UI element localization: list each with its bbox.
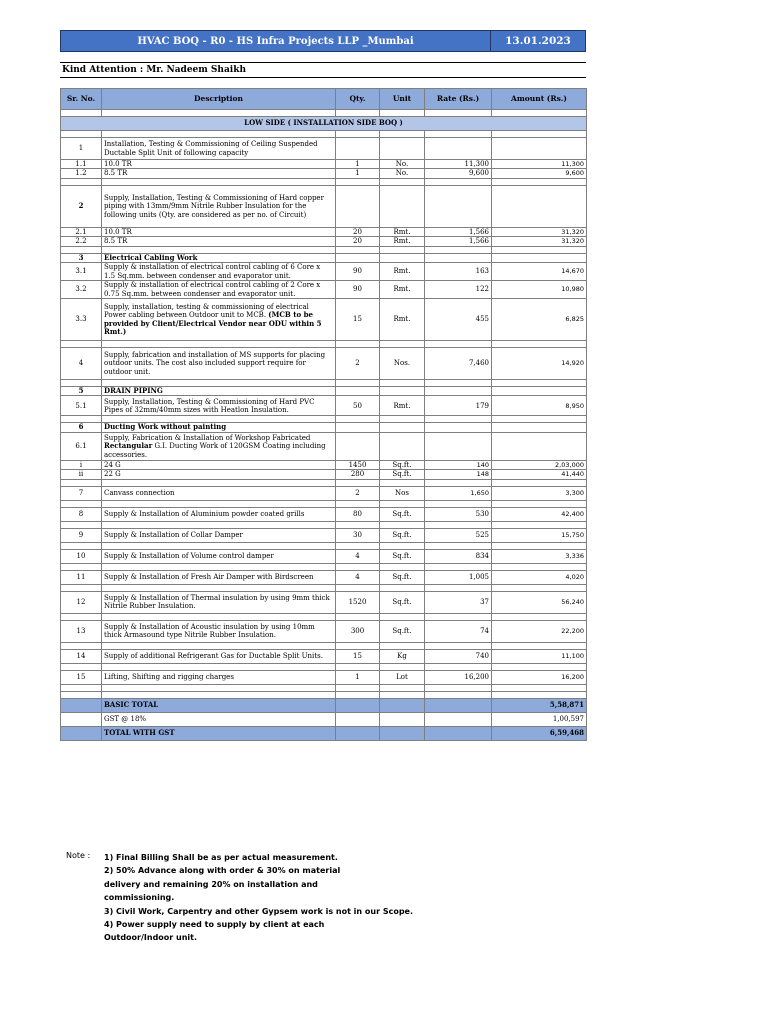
table-header-row [61,89,587,110]
cell-unit: Nos [380,486,425,500]
cell-sr: 2 [61,185,102,227]
table-row [61,423,587,432]
cell-qty: 300 [336,620,380,642]
document-date: 13.01.2023 [491,30,586,52]
cell-sr: 6.1 [61,432,102,460]
note-line: delivery and remaining 20% on installation and [104,879,318,889]
cell-sr: ii [61,470,102,479]
table-row [61,486,587,500]
spacer-row [61,246,587,253]
cell-rate: 11,300 [425,160,492,169]
cell-qty: 4 [336,570,380,584]
grand-total-label: TOTAL WITH GST [102,726,336,740]
cell-qty: 50 [336,396,380,416]
table-row [61,460,587,469]
spacer-row [61,416,587,423]
cell-qty: 15 [336,649,380,663]
basic-total-row [61,698,587,712]
cell-sr: 5.1 [61,396,102,416]
cell-rate: 148 [425,470,492,479]
cell-qty: 2 [336,348,380,380]
description-bold-text: Rectangular [104,441,153,451]
cell-description: Supply & Installation of Aluminium powder coated grills [102,507,336,521]
cell-unit: Lot [380,670,425,684]
description-text: G.I. Ducting Work of 120GSM Coating including accessories. [104,442,326,459]
cell-amount: 6,825 [492,299,587,341]
description-text: Supply, installation, testing & commissioning of electrical Power cabling between Outdoor unit to MCB. [104,302,309,320]
grand-total-value: 6,59,468 [492,726,587,740]
cell-unit: Sq.ft. [380,570,425,584]
cell-sr: 14 [61,649,102,663]
cell-rate: 122 [425,281,492,299]
table-row [61,138,587,160]
cell-description: Supply & installation of electrical control cabling of 2 Core x 0.75 Sq.mm. between condenser and evaporator unit. [102,281,336,299]
table-row [61,227,587,236]
cell-amount: 16,200 [492,670,587,684]
cell-sr: 9 [61,528,102,542]
cell-description: 8.5 TR [102,237,336,246]
cell-qty: 4 [336,549,380,563]
cell-unit: Rmt. [380,227,425,236]
cell-description: Supply & Installation of Acoustic insulation by using 10mm thick Armasound type Nitrile Rubber Insulation. [102,620,336,642]
spacer-row [61,563,587,570]
cell-description: Supply, fabrication and installation of MS supports for placing outdoor units. The cost also included support require for outdoor unit. [102,348,336,380]
cell-description: Supply, Installation, Testing & Commissioning of Hard PVC Pipes of 32mm/40mm sizes with Heatlon Insulation. [102,396,336,416]
cell-unit: Sq.ft. [380,591,425,613]
table-row [61,237,587,246]
table-row [61,396,587,416]
basic-total-value: 5,58,871 [492,698,587,712]
spacer-row [61,613,587,620]
document-title: HVAC BOQ - R0 - HS Infra Projects LLP _Mumbai [60,30,491,52]
spacer-row [61,542,587,549]
cell-rate: 1,650 [425,486,492,500]
cell-qty: 1 [336,670,380,684]
cell-rate: 530 [425,507,492,521]
cell-amount: 3,336 [492,549,587,563]
cell-description: Supply of additional Refrigerant Gas for Ductable Split Units. [102,649,336,663]
cell-description [102,299,336,341]
note-line: Outdoor/Indoor unit. [104,933,198,943]
table-row [61,649,587,663]
cell-amount: 41,440 [492,470,587,479]
cell-description: 10.0 TR [102,160,336,169]
cell-unit: Sq.ft. [380,507,425,521]
cell-amount: 11,300 [492,160,587,169]
table-row [61,570,587,584]
spacer-row [61,131,587,138]
table-row [61,507,587,521]
spacer-row [61,642,587,649]
table-row [61,591,587,613]
cell-amount: 11,100 [492,649,587,663]
grand-total-row [61,726,587,740]
cell-amount: 4,020 [492,570,587,584]
cell-rate: 9,600 [425,169,492,178]
cell-sr: i [61,460,102,469]
cell-rate: 37 [425,591,492,613]
cell-description: Canvass connection [102,486,336,500]
spacer-row [61,500,587,507]
cell-sr: 15 [61,670,102,684]
cell-qty: 20 [336,227,380,236]
col-header-rate: Rate (Rs.) [425,89,492,110]
notes-list [104,851,413,945]
cell-qty: 1450 [336,460,380,469]
cell-unit: Nos. [380,348,425,380]
gst-value: 1,00,597 [492,712,587,726]
cell-unit: Sq.ft. [380,460,425,469]
cell-description: Ducting Work without painting [102,423,336,432]
cell-description: Supply & Installation of Collar Damper [102,528,336,542]
table-row [61,169,587,178]
cell-qty: 280 [336,470,380,479]
section-title: LOW SIDE ( INSTALLATION SIDE BOQ ) [61,117,587,131]
cell-unit: Sq.ft. [380,470,425,479]
spacer-row [61,110,587,117]
cell-description: Supply & Installation of Thermal insulation by using 9mm thick Nitrile Rubber Insulation. [102,591,336,613]
cell-sr: 11 [61,570,102,584]
cell-rate: 74 [425,620,492,642]
cell-amount: 31,320 [492,237,587,246]
cell-unit: No. [380,160,425,169]
boq-table [60,88,587,741]
table-row [61,432,587,460]
cell-amount: 10,980 [492,281,587,299]
cell-description: 8.5 TR [102,169,336,178]
basic-total-label: BASIC TOTAL [102,698,336,712]
note-line: 4) Power supply need to supply by client at each [104,920,325,930]
cell-sr: 1.2 [61,169,102,178]
spacer-row [61,691,587,698]
cell-amount: 8,950 [492,396,587,416]
cell-sr: 3 [61,253,102,262]
cell-amount: 14,670 [492,263,587,281]
table-row [61,470,587,479]
cell-unit: Sq.ft. [380,549,425,563]
cell-description: Supply & Installation of Volume control damper [102,549,336,563]
col-header-sr: Sr. No. [61,89,102,110]
cell-sr: 3.3 [61,299,102,341]
table-row [61,160,587,169]
table-row [61,185,587,227]
cell-rate: 834 [425,549,492,563]
cell-qty: 30 [336,528,380,542]
cell-description: Installation, Testing & Commissioning of Ceiling Suspended Ductable Split Unit of following capacity [102,138,336,160]
cell-amount: 2,03,000 [492,460,587,469]
cell-rate: 179 [425,396,492,416]
col-header-unit: Unit [380,89,425,110]
cell-sr: 3.2 [61,281,102,299]
cell-sr: 1.1 [61,160,102,169]
cell-description: Supply & installation of electrical control cabling of 6 Core x 1.5 Sq.mm. between condenser and evaporator unit. [102,263,336,281]
table-row [61,670,587,684]
cell-description: 22 G [102,470,336,479]
cell-unit: Rmt. [380,396,425,416]
cell-description: Supply & Installation of Fresh Air Damper with Birdscreen [102,570,336,584]
col-header-amount: Amount (Rs.) [492,89,587,110]
cell-unit: Sq.ft. [380,620,425,642]
cell-sr: 3.1 [61,263,102,281]
cell-sr: 8 [61,507,102,521]
note-line: 3) Civil Work, Carpentry and other Gypsem work is not in our Scope. [104,906,414,916]
cell-qty: 90 [336,263,380,281]
description-text: Supply, Fabrication & Installation of Workshop Fabricated [104,433,311,442]
cell-rate: 7,460 [425,348,492,380]
cell-qty: 20 [336,237,380,246]
cell-description [102,432,336,460]
cell-unit: Kg [380,649,425,663]
cell-description: 10.0 TR [102,227,336,236]
table-row [61,263,587,281]
cell-description: Lifting, Shifting and rigging charges [102,670,336,684]
cell-sr: 4 [61,348,102,380]
kind-attention: Kind Attention : Mr. Nadeem Shaikh [60,62,586,78]
gst-row [61,712,587,726]
cell-qty: 90 [336,281,380,299]
cell-qty: 80 [336,507,380,521]
cell-unit: Rmt. [380,281,425,299]
section-row [61,117,587,131]
cell-qty: 1520 [336,591,380,613]
cell-rate: 16,200 [425,670,492,684]
cell-amount: 31,320 [492,227,587,236]
cell-rate: 1,005 [425,570,492,584]
cell-unit: Rmt. [380,237,425,246]
cell-amount: 9,600 [492,169,587,178]
cell-rate: 1,566 [425,237,492,246]
cell-rate: 1,566 [425,227,492,236]
cell-unit: Rmt. [380,299,425,341]
cell-sr: 12 [61,591,102,613]
spacer-row [61,521,587,528]
cell-sr: 5 [61,387,102,396]
cell-description: Electrical Cabling Work [102,253,336,262]
cell-sr: 13 [61,620,102,642]
spacer-row [61,178,587,185]
spacer-row [61,584,587,591]
note-line: 1) Final Billing Shall be as per actual measurement. [104,853,338,862]
cell-qty: 1 [336,160,380,169]
col-header-qty: Qty. [336,89,380,110]
table-row [61,281,587,299]
cell-amount: 15,750 [492,528,587,542]
note-line: 2) 50% Advance along with order & 30% on material [104,866,341,876]
spacer-row [61,479,587,486]
notes-label: Note : [66,851,91,860]
col-header-description: Description [102,89,336,110]
cell-rate: 455 [425,299,492,341]
cell-qty: 1 [336,169,380,178]
cell-unit: Sq.ft. [380,528,425,542]
table-row [61,299,587,341]
cell-sr: 6 [61,423,102,432]
cell-amount: 3,300 [492,486,587,500]
table-row [61,348,587,380]
cell-sr: 2.1 [61,227,102,236]
cell-rate: 740 [425,649,492,663]
cell-sr: 7 [61,486,102,500]
table-row [61,253,587,262]
cell-rate: 525 [425,528,492,542]
cell-amount: 22,200 [492,620,587,642]
cell-description: Supply, Installation, Testing & Commissioning of Hard copper piping with 13mm/9mm Nitrile Rubber Insulation for the following units (Qty. are considered as per no. of Circuit) [102,185,336,227]
table-row [61,549,587,563]
description-bold-text: (MCB to be provided by Client/Electrical Vendor near ODU within 5 Rmt.) [104,310,322,336]
cell-rate: 140 [425,460,492,469]
cell-amount: 56,240 [492,591,587,613]
cell-description: 24 G [102,460,336,469]
spacer-row [61,684,587,691]
cell-sr: 2.2 [61,237,102,246]
cell-sr: 10 [61,549,102,563]
cell-qty: 2 [336,486,380,500]
cell-description: DRAIN PIPING [102,387,336,396]
cell-amount: 14,920 [492,348,587,380]
gst-label: GST @ 18% [102,712,336,726]
spacer-row [61,380,587,387]
cell-qty: 15 [336,299,380,341]
table-row [61,528,587,542]
cell-rate: 163 [425,263,492,281]
table-row [61,620,587,642]
cell-amount: 42,400 [492,507,587,521]
cell-sr: 1 [61,138,102,160]
spacer-row [61,341,587,348]
note-line: commissioning. [104,893,175,903]
spacer-row [61,663,587,670]
cell-unit: Rmt. [380,263,425,281]
boq-header [60,30,586,52]
cell-unit: No. [380,169,425,178]
table-row [61,387,587,396]
